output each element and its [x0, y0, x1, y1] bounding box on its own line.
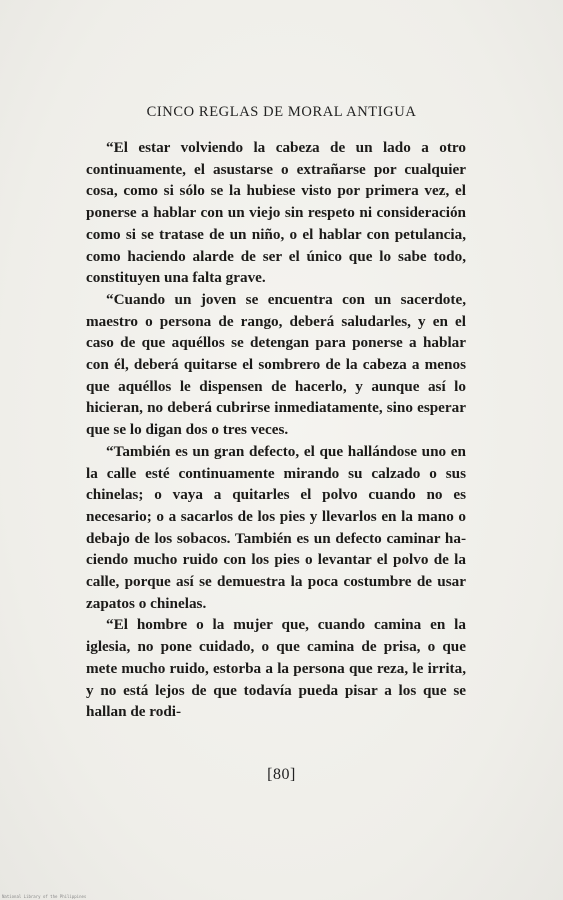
body-text: [86, 137, 466, 723]
paragraph: “También es un gran defecto, el que hallándose uno en la calle esté continuamente mirando su calzado o sus chinelas; o vaya a quitarles el polvo cuando no es necesario; o a sacarlos de los pies y llevarlos en la mano o debajo de los sobacos. También es un defecto caminar haciendo mucho ruido con los pies o levantar el polvo de la calle, porque así se demuestra la poca costumbre de usar zapatos o chinelas.: [86, 442, 466, 612]
page-number: [80]: [267, 766, 296, 783]
paragraph: “El estar volviendo la cabeza de un lado a otro continuamente, el asustarse o extrañarse por cualquier cosa, como si sólo se la hubiese visto por primera vez, el ponerse a hablar con un viejo sin respeto ni consideración como si se tratase de un niño, o el hablar con petulancia, como haciendo alarde de ser el único que lo sabe todo, constituyen una falta grave.: [86, 139, 466, 287]
paragraph: “El hombre o la mujer que, cuando camina en la iglesia, no pone cuidado, o que camina de prisa, o que mete mucho ruido, estorba a la persona que reza, le irrita, y no está lejos de que todavía pueda pisar a los que se hallan de rodi-: [86, 616, 466, 721]
footer-note: National Library of the Philippines: [2, 894, 87, 899]
running-head: CINCO REGLAS DE MORAL ANTIGUA: [146, 104, 417, 120]
paragraph: “Cuando un joven se encuentra con un sacerdote, maestro o persona de rango, deberá saludarles, y en el caso de que aquéllos se detengan para ponerse a hablar con él, deberá quitarse el sombrero de la cabeza a menos que aquéllos le dispensen de hacerlo, y aunque así lo hicieran, no deberá cubrirse inmediatamente, sino esperar que se lo digan dos o tres veces.: [86, 290, 466, 439]
